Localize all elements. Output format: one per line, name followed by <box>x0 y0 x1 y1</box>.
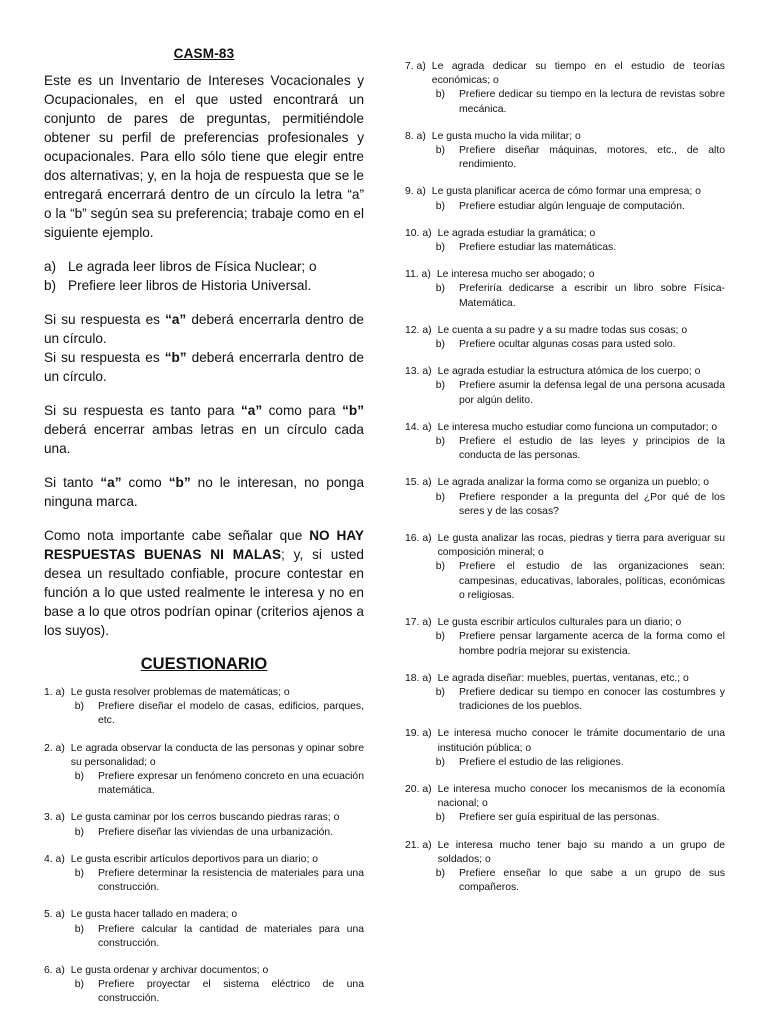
question-option-b <box>44 923 364 951</box>
question-item <box>405 532 725 603</box>
question-number: 19. a) <box>405 728 432 740</box>
question-option-b-label: b) <box>74 979 84 991</box>
question-option-b-label: b) <box>74 826 84 838</box>
question-option-a-text: Le gusta planificar acerca de cómo formar una empresa; o <box>431 186 701 198</box>
important-note <box>44 526 364 640</box>
question-option-a <box>405 421 725 435</box>
question-option-b-text: Prefiere dedicar su tiempo en conocer las costumbres y tradiciones de los pueblos. <box>459 686 725 713</box>
question-option-a <box>405 783 725 811</box>
instruction-both-letter-a: “a” <box>240 403 263 418</box>
question-item <box>405 227 725 255</box>
question-number: 8. a) <box>405 130 426 142</box>
question-item <box>405 616 725 659</box>
question-option-b-label: b) <box>435 756 445 768</box>
question-option-b-label: b) <box>435 380 445 392</box>
question-option-b-label: b) <box>435 89 445 101</box>
question-option-a <box>405 324 725 338</box>
question-option-b <box>44 978 364 1006</box>
question-option-a-text: Le cuenta a su padre y a su madre todas sus cosas; o <box>437 324 688 336</box>
question-option-a <box>44 811 364 825</box>
question-option-b-label: b) <box>74 771 84 783</box>
question-item <box>405 783 725 826</box>
question-option-b-label: b) <box>435 812 445 824</box>
question-option-b-text: Prefiere ocultar algunas cosas para usted solo. <box>459 339 676 351</box>
question-option-a <box>44 686 364 700</box>
instruction-a-letter: “a” <box>165 312 187 327</box>
question-option-b-text: Prefiere estudiar algún lenguaje de computación. <box>459 200 685 212</box>
question-option-b-text: Prefiere responder a la pregunta del ¿Por qué de los seres y de las cosas? <box>459 491 725 517</box>
question-item <box>405 727 725 770</box>
question-option-a-text: Le agrada observar la conducta de las personas y opinar sobre su personalidad; o <box>70 742 364 768</box>
question-option-a-text: Le gusta analizar las rocas, piedras y tierra para averiguar su composición mineral; o <box>437 533 725 559</box>
question-option-b-text: Prefiere ser guía espiritual de las personas. <box>459 812 660 824</box>
question-number: 21. a) <box>405 839 432 851</box>
question-number: 1. a) <box>44 687 65 698</box>
question-option-b <box>44 770 364 798</box>
question-number: 20. a) <box>405 783 432 795</box>
question-item <box>405 672 725 715</box>
question-item <box>44 964 364 1007</box>
question-option-a <box>44 853 364 867</box>
question-option-b-label: b) <box>74 701 84 713</box>
question-option-b-text: Prefiere el estudio de las organizaciones sean: campesinas, educativas, laborales, políticas, económicas o religiosas. <box>459 561 725 601</box>
question-option-b <box>405 144 725 172</box>
question-number: 7. a) <box>405 61 426 72</box>
question-option-a <box>405 268 725 282</box>
question-number: 16. a) <box>405 533 432 545</box>
question-option-a-text: Le gusta escribir artículos culturales para un diario; o <box>437 617 682 629</box>
question-option-b-label: b) <box>435 283 445 295</box>
question-option-b-text: Prefiere diseñar máquinas, motores, etc., de alto rendimiento. <box>459 145 725 171</box>
instruction-b <box>44 348 364 386</box>
question-option-a-text: Le interesa mucho tener bajo su mando a un grupo de soldados; o <box>437 839 725 865</box>
question-option-a-text: Le gusta escribir artículos deportivos para un diario; o <box>70 853 318 865</box>
question-list-right <box>405 60 725 895</box>
question-option-b <box>44 700 364 728</box>
question-option-a <box>405 130 725 144</box>
instruction-none-post: no le interesan, no ponga ninguna marca. <box>44 475 364 509</box>
question-item <box>44 853 364 896</box>
question-option-b-label: b) <box>74 923 84 935</box>
question-list-left <box>44 686 364 1007</box>
question-item <box>44 908 364 951</box>
instruction-none-pre: Si tanto <box>44 475 101 490</box>
left-column <box>44 0 364 1020</box>
question-item <box>405 365 725 408</box>
question-item <box>405 324 725 352</box>
question-item <box>44 742 364 799</box>
question-option-a-text: Le agrada diseñar: muebles, puertas, ventanas, etc.; o <box>437 672 689 684</box>
question-option-b <box>405 686 725 714</box>
question-option-b <box>44 826 364 840</box>
question-item <box>405 60 725 117</box>
example-option-a <box>44 257 364 276</box>
question-option-a <box>405 727 725 755</box>
question-option-b <box>405 811 725 825</box>
question-number: 9. a) <box>405 186 426 198</box>
question-option-b <box>44 867 364 895</box>
instruction-both-post: deberá encerrar ambas letras en un círculo cada una. <box>44 422 364 456</box>
question-option-b-text: Preferiría dedicarse a escribir un libro sobre Física-Matemática. <box>459 283 725 309</box>
question-option-b-text: Prefiere enseñar lo que sabe a un grupo de sus compañeros. <box>459 867 725 894</box>
question-option-b-label: b) <box>435 631 445 643</box>
question-number: 5. a) <box>44 909 65 921</box>
question-number: 3. a) <box>44 812 65 824</box>
question-option-a-text: Le gusta mucho la vida militar; o <box>431 130 581 142</box>
question-number: 6. a) <box>44 965 65 977</box>
question-option-a <box>44 908 364 922</box>
question-option-b-label: b) <box>74 868 84 880</box>
question-option-a-text: Le agrada estudiar la gramática; o <box>437 227 596 239</box>
example-b-text: Prefiere leer libros de Historia Universal. <box>68 278 312 293</box>
question-item <box>405 839 725 896</box>
question-number: 15. a) <box>405 477 432 489</box>
question-option-a <box>405 616 725 630</box>
question-option-b <box>405 435 725 463</box>
question-option-b <box>405 560 725 603</box>
question-number: 18. a) <box>405 672 432 684</box>
question-option-b <box>405 88 725 116</box>
instruction-both-pre: Si su respuesta es tanto para <box>44 403 241 418</box>
note-emphasis: NO HAY RESPUESTAS BUENAS NI MALAS <box>44 528 364 562</box>
question-option-a-text: Le agrada dedicar su tiempo en el estudio de teorías económicas; o <box>431 61 725 87</box>
question-option-b <box>405 630 725 658</box>
question-option-b-label: b) <box>435 686 445 698</box>
question-option-a-text: Le gusta resolver problemas de matemáticas; o <box>70 687 290 698</box>
question-option-a <box>405 60 725 88</box>
question-option-a-text: Le gusta caminar por los cerros buscando piedras raras; o <box>70 812 340 824</box>
instruction-none <box>44 473 364 511</box>
question-option-b <box>405 241 725 255</box>
question-option-b-label: b) <box>435 561 445 573</box>
question-option-b-text: Prefiere calcular la cantidad de materiales para una construcción. <box>98 923 364 949</box>
instruction-both <box>44 401 364 458</box>
question-number: 14. a) <box>405 421 432 433</box>
question-option-b-label: b) <box>435 200 445 212</box>
question-option-a-text: Le gusta ordenar y archivar documentos; o <box>70 965 269 977</box>
instruction-none-letter-a: “a” <box>100 475 122 490</box>
question-option-b-text: Prefiere pensar largamente acerca de la forma como el hombre podría mejorar su existencia. <box>459 631 725 657</box>
question-item <box>405 130 725 173</box>
instruction-a-pre: Si su respuesta es <box>44 312 166 327</box>
question-option-b-text: Prefiere proyectar el sistema eléctrico de una construcción. <box>98 979 364 1005</box>
question-option-b-text: Prefiere el estudio de las religiones. <box>459 756 624 768</box>
question-option-a-text: Le interesa mucho ser abogado; o <box>436 269 595 281</box>
question-option-b-label: b) <box>435 339 445 351</box>
question-option-a-text: Le interesa mucho conocer le trámite documentario de una institución pública; o <box>437 728 725 754</box>
question-option-b <box>405 282 725 310</box>
example-b-label: b) <box>44 278 57 293</box>
question-option-b-label: b) <box>435 145 445 157</box>
example-a-label: a) <box>44 259 57 274</box>
questionnaire-heading: CUESTIONARIO <box>140 655 268 673</box>
question-option-a-text: Le agrada analizar la forma como se organiza un pueblo; o <box>437 477 710 489</box>
question-option-b-text: Prefiere expresar un fenómeno concreto en una ecuación matemática. <box>98 771 364 797</box>
example-option-b <box>44 276 364 295</box>
instruction-both-letter-b: “b” <box>342 403 364 418</box>
question-option-b-label: b) <box>435 436 445 448</box>
question-option-b <box>405 867 725 895</box>
instruction-both-mid: como para <box>262 403 343 418</box>
instruction-b-pre: Si su respuesta es <box>44 350 165 365</box>
instruction-none-mid: como <box>121 475 169 490</box>
question-option-a <box>44 964 364 978</box>
question-option-b-text: Prefiere diseñar las viviendas de una urbanización. <box>98 826 334 838</box>
instruction-b-letter: “b” <box>164 350 187 365</box>
question-option-a-text: Le agrada estudiar la estructura atómica de los cuerpo; o <box>437 366 701 378</box>
question-item <box>44 686 364 729</box>
question-option-b-text: Prefiere asumir la defensa legal de una persona acusada por algún delito. <box>459 380 725 406</box>
instruction-a <box>44 310 364 348</box>
document-title: CASM-83 <box>173 46 235 61</box>
question-number: 12. a) <box>405 324 432 336</box>
question-option-b <box>405 200 725 214</box>
question-option-a <box>405 672 725 686</box>
question-option-b-text: Prefiere estudiar las matemáticas. <box>459 242 617 254</box>
question-option-b-text: Prefiere el estudio de las leyes y principios de la conducta de las personas. <box>459 436 725 462</box>
question-option-b <box>405 756 725 770</box>
question-option-b-label: b) <box>435 491 445 503</box>
instruction-a-post: deberá encerrarla dentro de un círculo. <box>44 312 364 346</box>
question-option-a-text: Le interesa mucho conocer los mecanismos de la economía nacional; o <box>437 783 725 810</box>
question-item <box>405 476 725 519</box>
example-block <box>44 257 364 295</box>
example-a-text: Le agrada leer libros de Física Nuclear; o <box>68 259 317 274</box>
note-pre: Como nota importante cabe señalar que <box>44 528 310 543</box>
question-option-b <box>405 379 725 407</box>
right-column <box>405 60 725 908</box>
question-number: 4. a) <box>44 853 65 865</box>
question-number: 11. a) <box>405 269 431 281</box>
question-option-b-text: Prefiere dedicar su tiempo en la lectura de revistas sobre mecánica. <box>459 89 725 115</box>
question-item <box>44 811 364 839</box>
question-number: 13. a) <box>405 366 432 378</box>
question-option-a <box>405 227 725 241</box>
question-number: 2. a) <box>44 742 65 754</box>
question-option-a <box>405 839 725 867</box>
note-post: ; y, si usted desea un resultado confiable, procure contestar en función a lo que usted realmente le interesa y no en base a lo que otros podrían opinar (criterios ajenos a los suyos). <box>44 547 364 638</box>
question-option-a <box>405 476 725 490</box>
question-item <box>405 268 725 311</box>
question-number: 10. a) <box>405 227 432 239</box>
question-option-b-label: b) <box>435 867 445 879</box>
question-option-a <box>405 185 725 199</box>
instruction-b-post: deberá encerrarla dentro de un círculo. <box>44 350 364 384</box>
instruction-none-letter-b: “b” <box>168 475 191 490</box>
question-option-b-text: Prefiere diseñar el modelo de casas, edificios, parques, etc. <box>98 701 364 727</box>
question-item <box>405 185 725 213</box>
question-option-a <box>405 365 725 379</box>
question-option-b <box>405 338 725 352</box>
question-option-a-text: Le interesa mucho estudiar como funciona un computador; o <box>437 421 718 433</box>
question-item <box>405 421 725 464</box>
question-option-a <box>44 742 364 770</box>
question-option-a-text: Le gusta hacer tallado en madera; o <box>70 909 238 921</box>
question-option-b-text: Prefiere determinar la resistencia de materiales para una construcción. <box>98 868 364 894</box>
question-option-a <box>405 532 725 560</box>
question-option-b <box>405 491 725 519</box>
intro-paragraph: Este es un Inventario de Intereses Vocacionales y Ocupacionales, en el que usted encontrará un conjunto de pares de preguntas, permitiéndole obtener su perfil de preferencias profesionales y ocupacionales. Para ello sólo tiene que elegir entre dos alternativas; y, en la hoja de respuesta que se le entregará encerrará dentro de un círculo la letra “a” o la “b” según sea su preferencia; trabaje como en el siguiente ejemplo. <box>44 73 364 240</box>
question-option-b-label: b) <box>435 242 445 254</box>
question-number: 17. a) <box>405 617 432 629</box>
